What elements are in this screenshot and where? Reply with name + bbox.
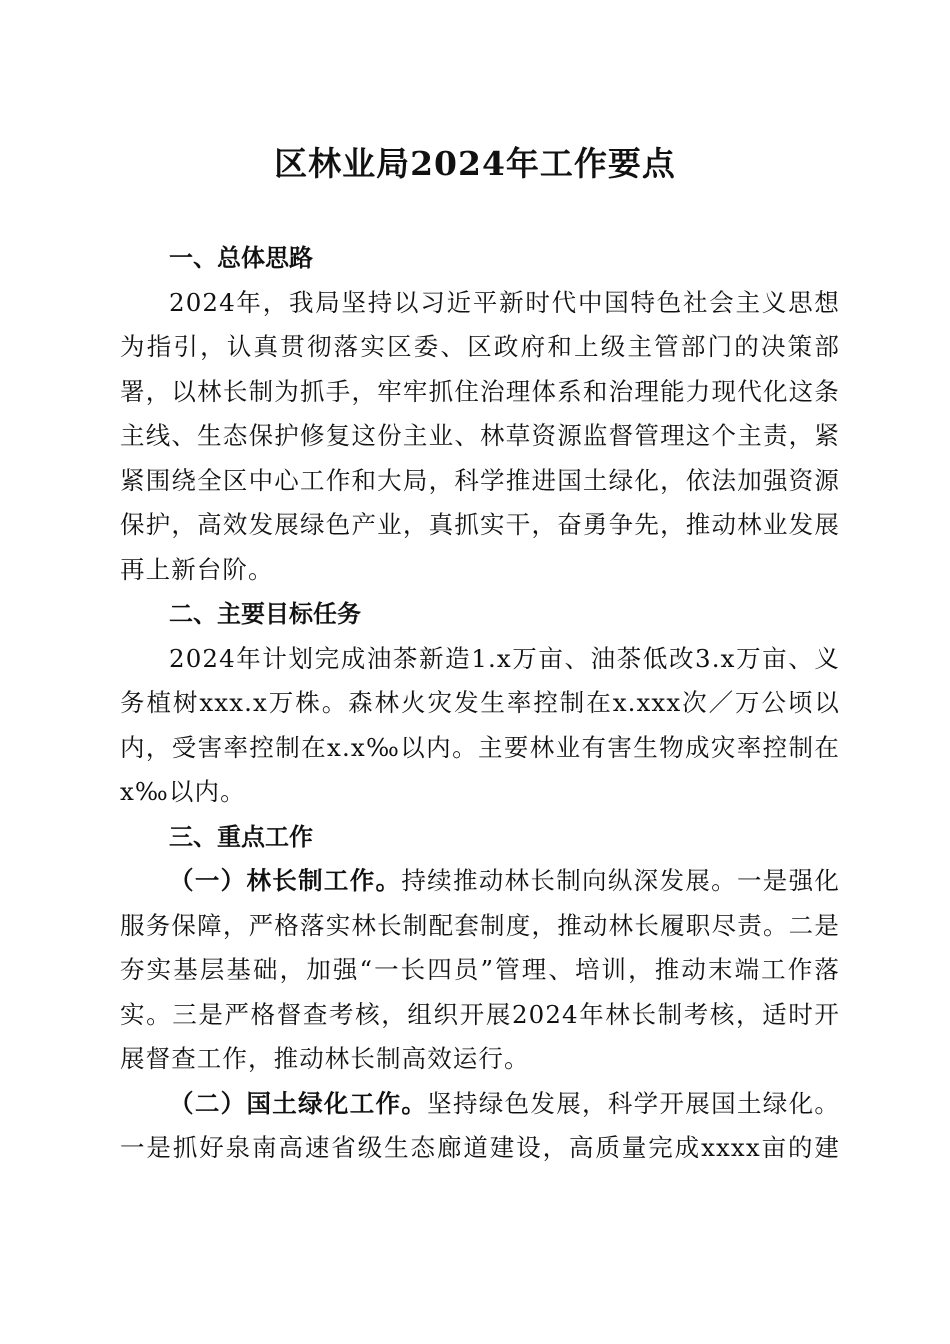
key-work-item-label: （一）林长制工作。 <box>169 866 402 895</box>
section-paragraph-main-targets: 2024年计划完成油茶新造1.x万亩、油茶低改3.x万亩、义务植树xxx.x万株。森林火灾发生率控制在x.xxx次／万公顷以内，受害率控制在x.x‰以内。主要林业有害生物成灾率控制在x‰以内。 <box>120 643 840 806</box>
section-heading-main-targets: 二、主要目标任务 <box>169 600 361 628</box>
key-work-item-forest-chief <box>120 859 840 1082</box>
section-heading-key-work: 三、重点工作 <box>169 822 313 851</box>
key-work-item-label: （二）国土绿化工作。 <box>169 1088 428 1118</box>
section-heading-overall-approach: 一、总体思路 <box>169 244 313 272</box>
key-work-item-text: 持续推动林长制向纵深发展。一是强化服务保障，严格落实林长制配套制度，推动林长履职尽责。二是夯实基层基础，加强“一长四员”管理、培训，推动末端工作落实。三是严格督查考核，组织开展2024年林长制考核，适时开展督查工作，推动林长制高效运行。 <box>120 866 840 1073</box>
key-work-item-land-greening <box>120 1082 840 1171</box>
section-paragraph-overall-approach: 2024年，我局坚持以习近平新时代中国特色社会主义思想为指引，认真贯彻落实区委、区政府和上级主管部门的决策部署，以林长制为抓手，牢牢抓住治理体系和治理能力现代化这条主线、生态保护修复这份主业、林草资源监督管理这个主责，紧紧围绕全区中心工作和大局，科学推进国土绿化，依法加强资源保护，高效发展绿色产业，真抓实干，奋勇争先，推动林业发展再上新台阶。 <box>120 287 840 584</box>
document-title: 区林业局2024年工作要点 <box>274 144 676 183</box>
document-body <box>120 236 840 1171</box>
key-work-item-text: 坚持绿色发展，科学开展国土绿化。一是抓好泉南高速省级生态廊道建设，高质量完成xxxx亩的建 <box>120 1088 840 1162</box>
